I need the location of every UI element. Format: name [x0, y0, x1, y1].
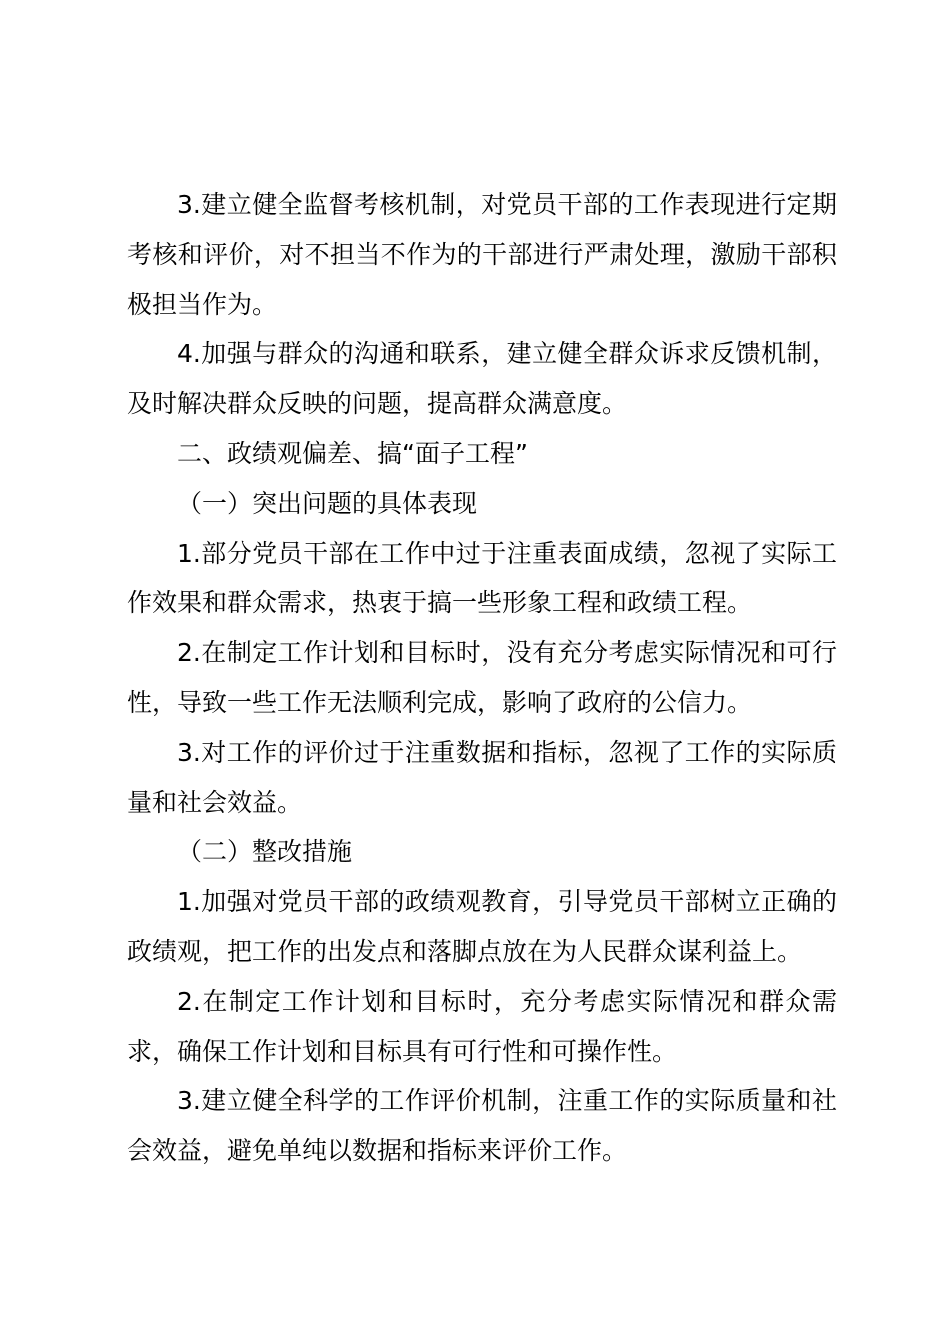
- paragraph-measure-3: 3.建立健全科学的工作评价机制，注重工作的实际质量和社会效益，避免单纯以数据和指标来评价工作。: [127, 1086, 837, 1166]
- paragraph-problem-1: 1.部分党员干部在工作中过于注重表面成绩，忽视了实际工作效果和群众需求，热衷于搞一些形象工程和政绩工程。: [127, 538, 837, 618]
- paragraph-measure-1: 1.加强对党员干部的政绩观教育，引导党员干部树立正确的政绩观，把工作的出发点和落脚点放在为人民群众谋利益上。: [127, 887, 837, 966]
- subsection-heading-problems: （一）突出问题的具体表现: [177, 488, 478, 518]
- paragraph-supervision-mechanism: 3.建立健全监督考核机制，对党员干部的工作表现进行定期考核和评价，对不担当不作为的干部进行严肃处理，激励干部积极担当作为。: [127, 190, 837, 319]
- subsection-heading-measures: （二）整改措施: [177, 837, 353, 867]
- paragraph-measure-2: 2.在制定工作计划和目标时，充分考虑实际情况和群众需求，确保工作计划和目标具有可行性和可操作性。: [127, 986, 837, 1066]
- document-body: [127, 180, 837, 1176]
- section-heading-2: 二、政绩观偏差、搞“面子工程”: [177, 438, 528, 468]
- paragraph-public-communication: 4.加强与群众的沟通和联系，建立健全群众诉求反馈机制，及时解决群众反映的问题，提高群众满意度。: [127, 339, 837, 419]
- paragraph-problem-2: 2.在制定工作计划和目标时，没有充分考虑实际情况和可行性，导致一些工作无法顺利完成，影响了政府的公信力。: [127, 638, 837, 717]
- paragraph-problem-3: 3.对工作的评价过于注重数据和指标，忽视了工作的实际质量和社会效益。: [127, 737, 837, 817]
